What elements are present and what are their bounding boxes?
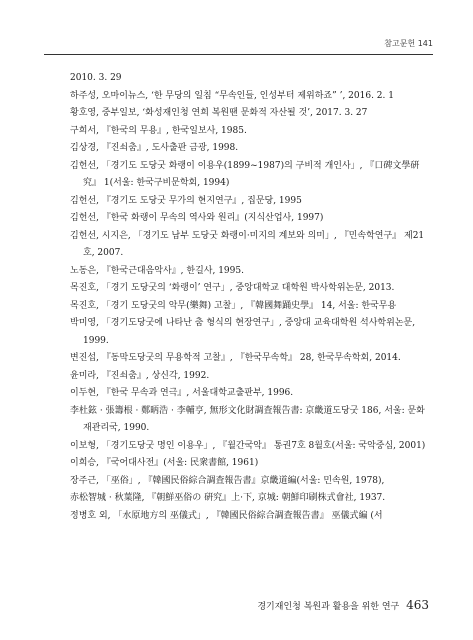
- running-title: 참고문헌 141: [384, 39, 433, 48]
- reference-item: 赤松智城 · 秋葉隆, 『朝鮮巫俗の 硏究』上·下, 京城: 朝鮮印刷株式會社, 1937.: [70, 493, 386, 503]
- reference-item: 이희승, 『국어대사전』(서울: 民衆書館, 1961): [70, 458, 259, 468]
- footer-title: 경기재인청 복원과 활용을 위한 연구: [257, 602, 400, 612]
- reference-item: 목진호, 「경기 도당굿의 ‘화랭이’ 연구」, 중앙대학교 대학원 박사학위논문, 2013.: [70, 283, 395, 293]
- reference-item: 황호영, 중부일보, ‘화성재인청 연희 복원땐 문화적 자산될 것’, 2017. 3. 27: [70, 108, 368, 118]
- reference-item: 김헌선, 시지은, 「경기도 남부 도당굿 화랭이·미지의 계보와 의미」, 『민속학연구』 제21호, 2007.: [70, 230, 425, 258]
- reference-item: 김헌선, 『한국 화랭이 무속의 역사와 원리』(지식산업사, 1997): [70, 213, 324, 223]
- page-number: 463: [406, 598, 429, 612]
- reference-item: 박미영, 「경기도당굿에 나타난 춤 형식의 현장연구」, 중앙대 교육대학원 석사학위논문, 1999.: [70, 318, 416, 346]
- reference-item: 정병호 외, 「水原地方의 巫儀式」, 『韓國民俗綜合調査報告書』 巫儀式編 (서: [70, 510, 383, 521]
- reference-item: 목진호, 「경기 도당굿의 악무(樂舞) 고찰」, 『韓國舞踊史學』 14, 서울: 한국무용: [70, 300, 397, 311]
- reference-item: 노동은, 『한국근대음악사』, 한길사, 1995.: [70, 265, 244, 276]
- reference-item: 이두현, 『한국 무속과 연극』, 서울대학교출판부, 1996.: [70, 388, 294, 398]
- reference-item: 이보형, 「경기도당굿 명인 이용우」, 『월간국악』 통권7호 8월호(서울: 국악중심, 2001): [70, 440, 426, 451]
- reference-item: 변진섭, 『동막도당굿의 무용학적 고찰』, 『한국무속학』 28, 한국무속학회, 2014.: [70, 353, 401, 363]
- reference-list: [70, 70, 430, 525]
- reference-item: 윤미라, 『진쇠춤』, 상신각, 1992.: [70, 370, 210, 381]
- reference-item: 李杜鉉 · 張籌根 · 鄭昞浩 · 李輔亨, 無形文化財調査報告書: 京畿道도당굿 186, 서울: 문화재관리국, 1990.: [70, 405, 425, 433]
- reference-item: 하주성, 오마이뉴스, ‘한 무당의 일침 “무속인들, 인성부터 제위하죠” ’, 2016. 2. 1: [70, 90, 394, 101]
- reference-item: 김헌선, 『경기도 도당굿 무가의 현지연구』, 집문당, 1995: [70, 195, 302, 206]
- reference-item: 구희서, 『한국의 무용』, 한국일보사, 1985.: [70, 125, 247, 136]
- reference-item: 김헌선, 「경기도 도당굿 화랭이 이용우(1899~1987)의 구비적 개인사」, 『口碑文學硏究』 1(서울: 한국구비문학회, 1994): [70, 160, 420, 188]
- page-header: [44, 40, 433, 55]
- page-footer: [257, 598, 429, 612]
- reference-item: 2010. 3. 29: [70, 73, 122, 83]
- reference-item: 김상경, 『진쇠춤』, 도사출판 금광, 1998.: [70, 143, 239, 153]
- reference-item: 장주근, 「巫俗」, 『韓國民俗綜合調査報告書』京畿道編(서울: 민속원, 1978),: [70, 475, 385, 486]
